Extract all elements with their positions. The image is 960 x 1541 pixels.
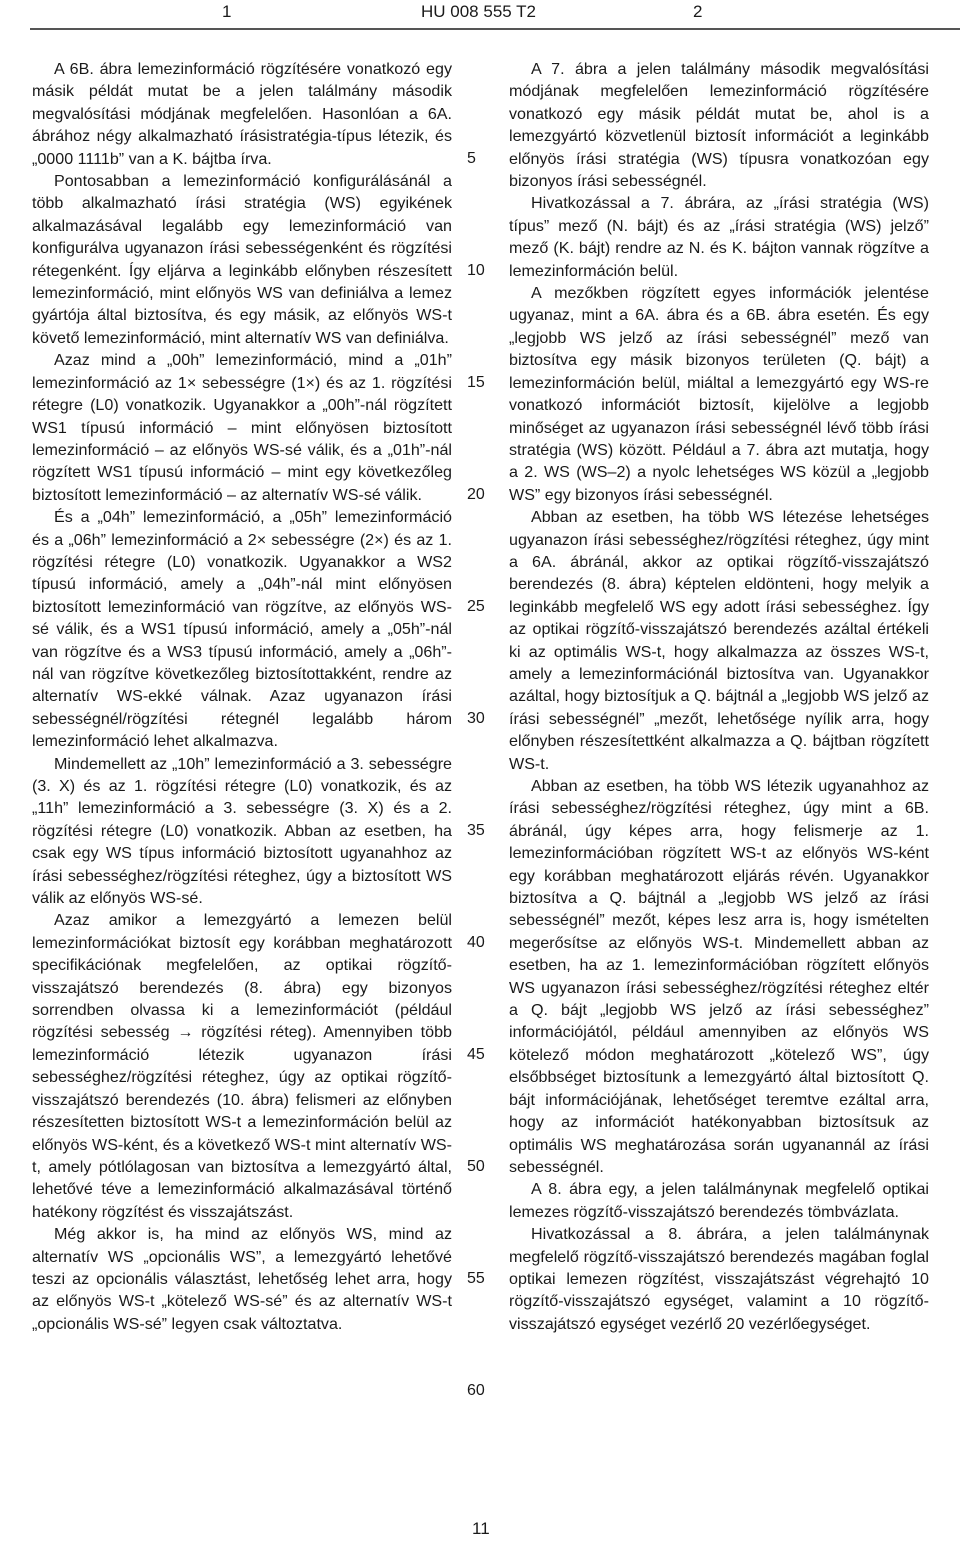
- document-id: HU 008 555 T2: [421, 2, 536, 21]
- line-number: 55: [467, 1269, 485, 1287]
- paragraph: Pontosabban a lemezinformáció konfigurálásánál a több alkalmazható írási stratégia (WS) egyikének alkalmazásával legalább egy lemezinformáció van konfigurálva ugyanazon írási sebességenként és rögzítési rétegenként. Így eljárva a leginkább előnyben részesített lemezinformáció, mint előnyös WS van definiálva a lemez gyártója által biztosítva, és egy másik, az előnyös WS-t követő lemezinformáció, mint alternatív WS van definiálva.: [32, 172, 452, 347]
- paragraph: Mindemellett az „10h” lemezinformáció a 3. sebességre (3. X) és az 1. rögzítési rétegre (L0) vonatkozik, és az „11h” lemezinformáció a 3. sebességre (3. X) és a 2. rögzítési rétegre (L0) vonatkozik. Abban az esetben, ha csak egy WS típus információ biztosított ugyanahhoz az írási sebességhez/rögzítési réteghez, úgy a biztosított WS válik az előnyös WS-sé.: [32, 754, 452, 908]
- left-column: [32, 58, 452, 1335]
- line-number: 5: [467, 149, 476, 167]
- paragraph: A mezőkben rögzített egyes információk jelentése ugyanaz, mint a 6A. ábra és a 6B. ábra esetén. És egy „legjobb WS jelző az írási sebességnél” mező van biztosítva egy másik bizonyos területen (Q. bájt) a lemezinformáción belül, miáltal a lemezgyártó egy WS-re vonatkozó információt biztosít, kijelölve a legjobb minőséget az ugyanazon írási sebességnél lévő több írási stratégia (WS) között. Például a 7. ábra azt mutatja, hogy a 2. WS (WS–2) a nyolc lehetséges WS közül a „legjobb WS” egy bizonyos írási sebességnél.: [509, 284, 929, 504]
- paragraph: A 7. ábra a jelen találmány második megvalósítási módjának megfelelően lemezinformáció rögzítésére vonatkozó egy másik példát mutat be, ahol is a lemezgyártó közvetlenül biztosít információt a leginkább előnyös írási stratégia (WS) típusra vonatkozóan egy bizonyos írási sebességnél.: [509, 60, 929, 191]
- line-number: 50: [467, 1157, 485, 1175]
- paragraph: És a „04h” lemezinformáció, a „05h” lemezinformáció és a „06h” lemezinformáció a 2× sebességre (2×) és az 1. rögzítési rétegre (L0) vonatkozik. Ugyanakkor a WS2 típusú információ, amely a „04h”-nál mint előnyösen biztosított lemezinformáció van rögzítve, az előnyös WS-sé válik, és a WS1 típusú információ, amely a „05h”-nál van rögzítve és a WS3 típusú információ, amely a „06h”-nál van rögzítve következőleg biztosítottakként, rendre az alternatív WS-ekké válnak. Azaz ugyanazon írási sebességnél/rögzítési rétegnél legalább három lemezinformáció lehet alkalmazva.: [32, 508, 452, 751]
- line-number: 35: [467, 821, 485, 839]
- paragraph: Még akkor is, ha mind az előnyös WS, mind az alternatív WS „opcionális WS”, a lemezgyártó lehetővé teszi az opcionális választást, lehetőség lehet arra, hogy az előnyös WS-t „kötelező WS-sé” és az alternatív WS-t „opcionális WS-sé” legyen csak változtatva.: [32, 1225, 452, 1333]
- line-number: 40: [467, 933, 485, 951]
- line-number: 25: [467, 597, 485, 615]
- page-footer-number: 11: [472, 1519, 490, 1538]
- paragraph: Abban az esetben, ha több WS létezik ugyanahhoz az írási sebességhez/rögzítési réteghez, úgy mint a 6B. ábránál, úgy képes arra, hogy felismerje az 1. lemezinformációban rögzített WS-t az előnyös WS-ként egy korábban meghatározott eljárás révén. Ugyanakkor biztosítva a Q. bájtnál a „legjobb WS jelző az írási sebességnél” mezőt, képes lesz arra is, hogy ismételten megerősítse az előnyös WS-t. Mindemellett abban az esetben, ha az 1. lemezinformációban rögzített előnyös WS ugyanazon írási sebességhez/rögzítési réteghez eltér a Q. bájt „legjobb WS jelző az írási sebességhez” információjától, például amennyiben az előnyös WS kötelező módon meghatározott „kötelező WS”, úgy elsőbbséget biztosítunk a lemezgyártó által biztosított Q. bájt információjának, lehetőséget teremtve ezáltal arra, hogy az információt hatékonyabban biztosítsuk az optimális WS meghatározása során ugyanannál az írási sebességnél.: [509, 777, 929, 1176]
- paragraph: A 6B. ábra lemezinformáció rögzítésére vonatkozó egy másik példát mutat be a jelen találmány második megvalósítási módjának megfelelően. Hasonlóan a 6A. ábrához négy alkalmazható írásistratégia-típus létezik, és „0000 1111b” van a K. bájtba írva.: [32, 60, 452, 168]
- paragraph: Abban az esetben, ha több WS létezése lehetséges ugyanazon írási sebességhez/rögzítési réteghez, úgy mint a 6A. ábránál, akkor az optikai rögzítő-visszajátszó berendezés (8. ábra) képtelen eldönteni, hogy melyik a leginkább megfelelő WS egy adott írási sebességhez. Így az optikai rögzítő-visszajátszó berendezés azáltal értékeli ki az optimális WS-t, hogy alkalmazza az összes WS-t, amely a lemezinformációnál biztosítva van. Ugyanakkor azáltal, hogy biztosítjuk a Q. bájtnál a „legjobb WS jelző az írási sebességnél” „mezőt, lehetősége nyílik arra, hogy előnyben részesítettként alkalmazza a Q. bájtban rögzített WS-t.: [509, 508, 929, 773]
- page-number-left: 1: [222, 2, 232, 21]
- line-number: 15: [467, 373, 485, 391]
- page-header: [0, 0, 960, 26]
- paragraph: A 8. ábra egy, a jelen találmánynak megfelelő optikai lemezes rögzítő-visszajátszó berendezés tömbvázlata.: [509, 1180, 929, 1221]
- paragraph: Hivatkozással a 7. ábrára, az „írási stratégia (WS) típus” mező (N. bájt) és az „írási stratégia (WS) jelző” mező (K. bájt) rendre az N. és K. bájton vannak rögzítve a lemezinformáción belül.: [509, 194, 929, 280]
- right-column: [509, 58, 929, 1335]
- line-number: 45: [467, 1045, 485, 1063]
- header-rule: [30, 28, 960, 30]
- paragraph: Azaz amikor a lemezgyártó a lemezen belül lemezinformációkat biztosít egy korábban meghatározott specifikációnak megfelelően, az optikai rögzítő-visszajátszó berendezés (8. ábra) egy bizonyos sorrendben olvassa ki a lemezinformációt (például rögzítési sebesség → rögzítési réteg). Amennyiben több lemezinformáció létezik ugyanazon írási sebességhez/rögzítési réteghez, úgy az optikai rögzítő-visszajátszó berendezés (10. ábra) felismeri az előnyben részesítetten biztosított WS-t a lemezinformáción belül az előnyös WS-ként, és a következő WS-t mint alternatív WS-t, amely pótlólagosan van biztosítva a lemezgyártó által, lehetővé téve a lemezinformáció alkalmazásával történő hatékony rögzítést és visszajátszást.: [32, 911, 452, 1221]
- line-number: 60: [467, 1381, 485, 1399]
- line-number: 20: [467, 485, 485, 503]
- paragraph: Azaz mind a „00h” lemezinformáció, mind a „01h” lemezinformáció az 1× sebességre (1×) és az 1. rögzítési rétegre (L0) vonatkozik. Ugyanakkor a „00h”-nál rögzített WS1 típusú információ – mint előnyösen biztosított lemezinformáció – az előnyös WS-sé válik, és a „01h”-nál rögzített WS1 típusú információ – mint egy következőleg biztosított lemezinformáció – az alternatív WS-sé válik.: [32, 351, 452, 504]
- page-number-right: 2: [693, 2, 703, 21]
- line-number: 10: [467, 261, 485, 279]
- paragraph: Hivatkozással a 8. ábrára, a jelen találmánynak megfelelő rögzítő-visszajátszó berendezés magában foglal optikai lemezen rögzítést, visszajátszást végrehajtó 10 rögzítő-visszajátszó egységet, valamint a 10 rögzítő-visszajátszó egységet vezérlő 20 vezérlőegységet.: [509, 1225, 929, 1333]
- line-number: 30: [467, 709, 485, 727]
